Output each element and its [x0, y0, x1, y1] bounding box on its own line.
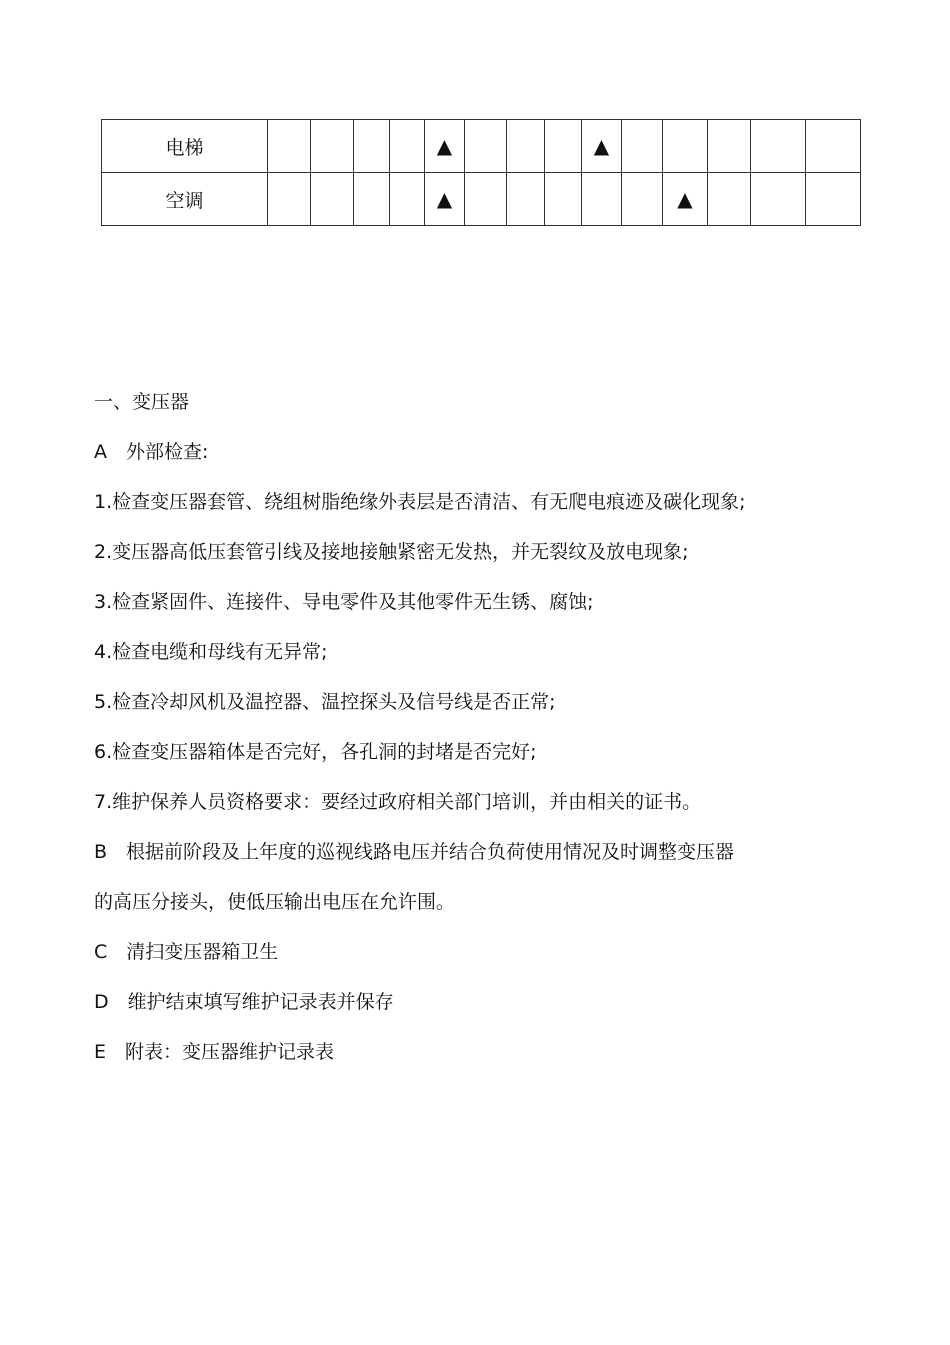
schedule-cell — [663, 120, 708, 173]
paragraph-line: 2.变压器高低压套管引线及接地接触紧密无发热，并无裂纹及放电现象; — [94, 541, 689, 563]
paragraph-line: D 维护结束填写维护记录表并保存 — [94, 991, 394, 1013]
document-body — [94, 388, 894, 1088]
paragraph-line: 4.检查电缆和母线有无异常; — [94, 641, 328, 663]
schedule-cell — [622, 173, 663, 226]
schedule-cell — [545, 120, 582, 173]
paragraph-line: C 清扫变压器箱卫生 — [94, 941, 279, 963]
row-label: 电梯 — [102, 120, 268, 173]
schedule-cell — [507, 120, 545, 173]
schedule-cell — [751, 173, 806, 226]
schedule-cell — [425, 120, 465, 173]
schedule-cell — [425, 173, 465, 226]
triangle-marker-icon: ▲ — [677, 187, 693, 211]
schedule-cell — [268, 173, 311, 226]
schedule-cell — [354, 173, 390, 226]
paragraph-line: E 附表：变压器维护记录表 — [94, 1041, 335, 1063]
schedule-cell — [708, 173, 751, 226]
schedule-cell — [545, 173, 582, 226]
schedule-cell — [507, 173, 545, 226]
schedule-cell — [622, 120, 663, 173]
table-row — [102, 120, 861, 173]
schedule-cell — [268, 120, 311, 173]
schedule-cell — [311, 173, 354, 226]
schedule-cell — [354, 120, 390, 173]
paragraph-line: A 外部检查: — [94, 441, 209, 463]
schedule-cell — [806, 173, 861, 226]
schedule-cell — [465, 120, 507, 173]
schedule-cell — [390, 120, 425, 173]
triangle-marker-icon: ▲ — [593, 134, 610, 158]
paragraph-line: 6.检查变压器箱体是否完好，各孔洞的封堵是否完好; — [94, 741, 537, 763]
schedule-cell — [390, 173, 425, 226]
section-heading: 一、变压器 — [94, 391, 190, 413]
row-label: 空调 — [102, 173, 268, 226]
triangle-marker-icon: ▲ — [436, 134, 453, 158]
triangle-marker-icon: ▲ — [436, 187, 453, 211]
paragraph-line: B 根据前阶段及上年度的巡视线路电压并结合负荷使用情况及时调整变压器 — [94, 841, 735, 863]
schedule-cell — [582, 173, 622, 226]
paragraph-line: 1.检查变压器套管、绕组树脂绝缘外表层是否清洁、有无爬电痕迹及碳化现象; — [94, 491, 746, 513]
table-row — [102, 173, 861, 226]
schedule-cell — [708, 120, 751, 173]
maintenance-schedule-table — [101, 119, 861, 226]
schedule-cell — [663, 173, 708, 226]
paragraph-line: 5.检查冷却风机及温控器、温控探头及信号线是否正常; — [94, 691, 556, 713]
schedule-cell — [751, 120, 806, 173]
schedule-cell — [465, 173, 507, 226]
schedule-cell — [311, 120, 354, 173]
paragraph-line: 7.维护保养人员资格要求：要经过政府相关部门培训，并由相关的证书。 — [94, 791, 702, 813]
paragraph-line: 的高压分接头，使低压输出电压在允许围。 — [94, 891, 456, 913]
schedule-cell — [806, 120, 861, 173]
schedule-cell — [582, 120, 622, 173]
paragraph-line: 3.检查紧固件、连接件、导电零件及其他零件无生锈、腐蚀; — [94, 591, 594, 613]
